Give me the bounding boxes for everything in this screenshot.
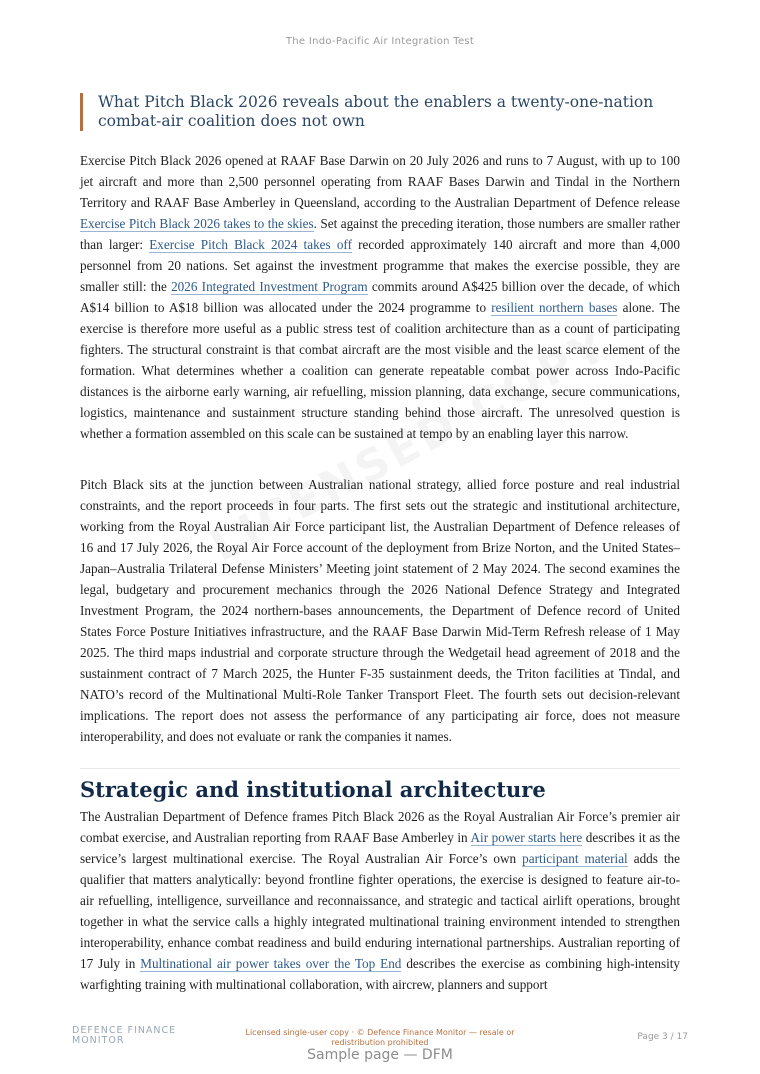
footer-brand	[72, 1026, 176, 1046]
link-pitch-black-2026-release[interactable]: Exercise Pitch Black 2026 takes to the skies	[80, 216, 314, 231]
sample-page-label: Sample page — DFM	[307, 1047, 453, 1063]
link-resilient-northern-bases[interactable]: resilient northern bases	[491, 300, 618, 315]
text-run: commits around A$425 billion over the decade, of which A$14 billion to A$18 billion was allocated under the 2024 programme to	[80, 279, 680, 315]
footer-brand-line-2: MONITOR	[72, 1035, 125, 1046]
text-run: recorded approximately 140 aircraft and more than 4,000 personnel from 20 nations. Set against the investment programme that makes the exercise possible, they are smaller still: the	[80, 237, 680, 294]
footer-brand-line-1: DEFENCE FINANCE	[72, 1025, 177, 1036]
section-heading: Strategic and institutional architecture	[80, 777, 546, 802]
link-air-power-starts-here[interactable]: Air power starts here	[470, 830, 583, 845]
footer-page-number: Page 3 / 17	[637, 1032, 688, 1042]
body-paragraph-3	[80, 806, 680, 995]
text-run: alone. The exercise is therefore more useful as a public stress test of coalition architecture than as a count of participating fighters. The structural constraint is that combat aircraft are the most visible and the least scarce element of the formation. What determines whether a coalition can generate repeatable combat power across Indo-Pacific distances is the airborne early warning, air refuelling, mission planning, data exchange, secure communications, logistics, maintenance and sustainment structure standing behind those aircraft. The unresolved question is whether a formation assembled on this scale can be sustained at tempo by an enabling layer this narrow.	[80, 300, 680, 441]
text-run: describes the exercise as combining high-intensity warfighting training with multinational collaboration, with aircrew, planners and support	[80, 956, 681, 992]
running-header: The Indo-Pacific Air Integration Test	[285, 36, 475, 47]
text-run: . Set against the preceding iteration, those numbers are smaller rather than larger:	[80, 216, 680, 252]
text-run: Exercise Pitch Black 2026 opened at RAAF Base Darwin on 20 July 2026 and runs to 7 August, with up to 100 jet aircraft and more than 2,500 personnel operating from RAAF Bases Darwin and Tindal in the Northern Territory and RAAF Base Amberley in Queensland, according to the Australian Department of Defence release	[80, 153, 680, 210]
link-multinational-air-power[interactable]: Multinational air power takes over the Top End	[140, 956, 402, 971]
link-pitch-black-2024-release[interactable]: Exercise Pitch Black 2024 takes off	[149, 237, 352, 252]
section-divider	[80, 768, 680, 769]
body-paragraph-1	[80, 150, 680, 444]
text-run: adds the qualifier that matters analytically: beyond frontline fighter operations, the exercise is designed to feature air-to-air refuelling, intelligence, surveillance and reconnaissance, and strategic and tactical airlift operations, brought together in what the service calls a highly integrated multinational training environment intended to strengthen interoperability, enhance combat readiness and build enduring international partnerships. Australian reporting of 17 July in	[80, 851, 681, 971]
body-paragraph-2	[80, 474, 680, 747]
callout-quote: What Pitch Black 2026 reveals about the enablers a twenty-one-nation combat-air coalition does not own	[80, 93, 678, 131]
paragraph-text: Pitch Black sits at the junction between Australian national strategy, allied force posture and real industrial constraints, and the report proceeds in four parts. The first sets out the strategic and institutional architecture, working from the Royal Australian Air Force participant list, the Australian Department of Defence releases of 16 and 17 July 2026, the Royal Air Force account of the deployment from Brize Norton, and the United States–Japan–Australia Trilateral Defense Ministers’ Meeting joint statement of 2 May 2024. The second examines the legal, budgetary and procurement mechanics through the 2026 National Defence Strategy and Integrated Investment Program, the 2024 northern-bases announcements, the Department of Defence record of United States Force Posture Initiatives infrastructure, and the RAAF Base Darwin Mid-Term Refresh release of 1 May 2025. The third maps industrial and corporate structure through the Wedgetail head agreement of 2018 and the sustainment contract of 7 March 2025, the Hunter F-35 sustainment deeds, the Triton facilities at Tindal, and NATO’s record of the Multinational Multi-Role Tanker Transport Fleet. The fourth sets out decision-relevant implications. The report does not assess the performance of any participating air force, does not measure interoperability, and does not evaluate or rank the companies it names.	[80, 477, 680, 744]
text-run: The Australian Department of Defence frames Pitch Black 2026 as the Royal Australian Air Force’s premier air combat exercise, and Australian reporting from RAAF Base Amberley in	[80, 809, 680, 845]
link-integrated-investment-program[interactable]: 2026 Integrated Investment Program	[171, 279, 368, 294]
text-run: describes it as the service’s largest multinational exercise. The Royal Australian Air Force’s own	[80, 830, 680, 866]
link-participant-material[interactable]: participant material	[522, 851, 628, 866]
footer-license-notice: Licensed single-user copy · © Defence Finance Monitor — resale or redistribution prohibited	[245, 1028, 515, 1047]
